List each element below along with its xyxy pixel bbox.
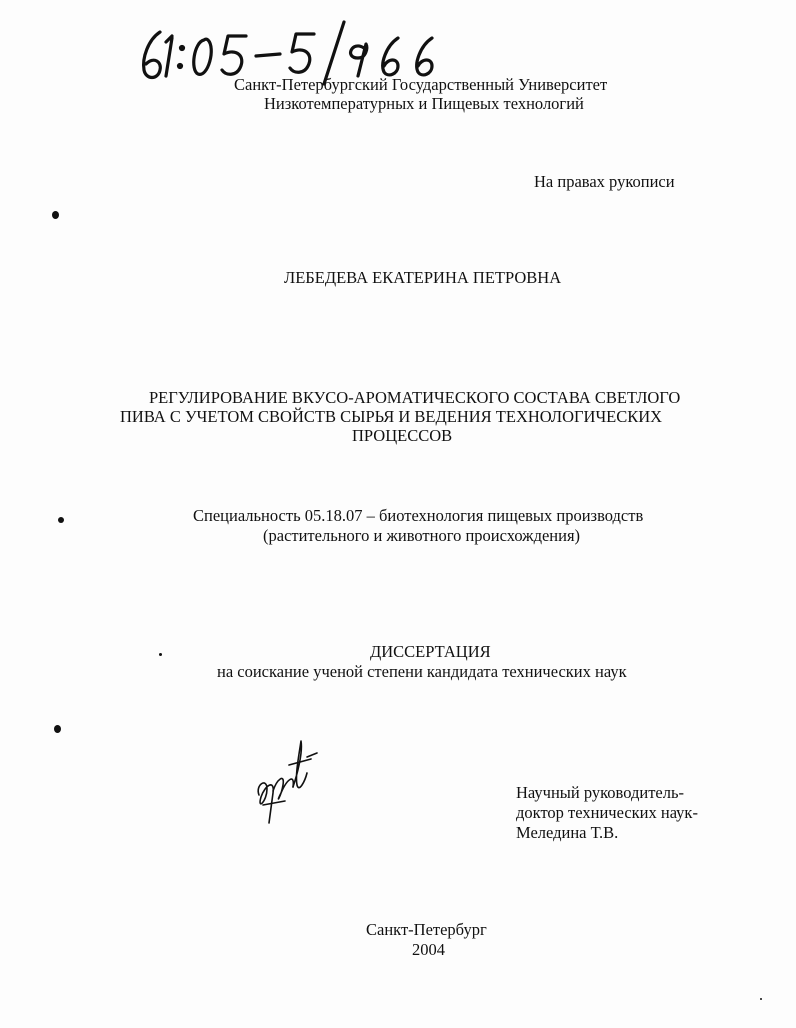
- supervisor-line3: Меледина Т.В.: [516, 823, 619, 842]
- scan-speck: [760, 998, 762, 1000]
- dissertation-heading: ДИССЕРТАЦИЯ: [370, 642, 491, 661]
- specialty-line2: (растительного и животного происхождения): [263, 526, 581, 545]
- university-line1: Санкт-Петербургский Государственный Университет: [234, 75, 608, 94]
- scan-speck: [52, 211, 59, 219]
- title-line2: ПИВА С УЧЕТОМ СВОЙСТВ СЫРЬЯ И ВЕДЕНИЯ ТЕХНОЛОГИЧЕСКИХ: [120, 407, 663, 426]
- university-line2: Низкотемпературных и Пищевых технологий: [264, 94, 584, 113]
- scan-speck: [54, 725, 61, 733]
- scan-speck: [58, 517, 64, 523]
- footer-city: Санкт-Петербург: [366, 920, 487, 939]
- author-signature: [245, 735, 325, 830]
- author-name: ЛЕБЕДЕВА ЕКАТЕРИНА ПЕТРОВНА: [284, 268, 562, 287]
- supervisor-line1: Научный руководитель-: [516, 783, 684, 802]
- scan-speck: [159, 653, 162, 656]
- specialty-line1: Специальность 05.18.07 – биотехнология пищевых производств: [193, 506, 644, 525]
- manuscript-rights: На правах рукописи: [534, 172, 675, 191]
- dissertation-subheading: на соискание ученой степени кандидата технических наук: [217, 662, 627, 681]
- title-line1: РЕГУЛИРОВАНИЕ ВКУСО-АРОМАТИЧЕСКОГО СОСТАВА СВЕТЛОГО: [149, 388, 681, 407]
- title-line3: ПРОЦЕССОВ: [352, 426, 453, 445]
- footer-year: 2004: [412, 940, 445, 959]
- supervisor-line2: доктор технических наук-: [516, 803, 698, 822]
